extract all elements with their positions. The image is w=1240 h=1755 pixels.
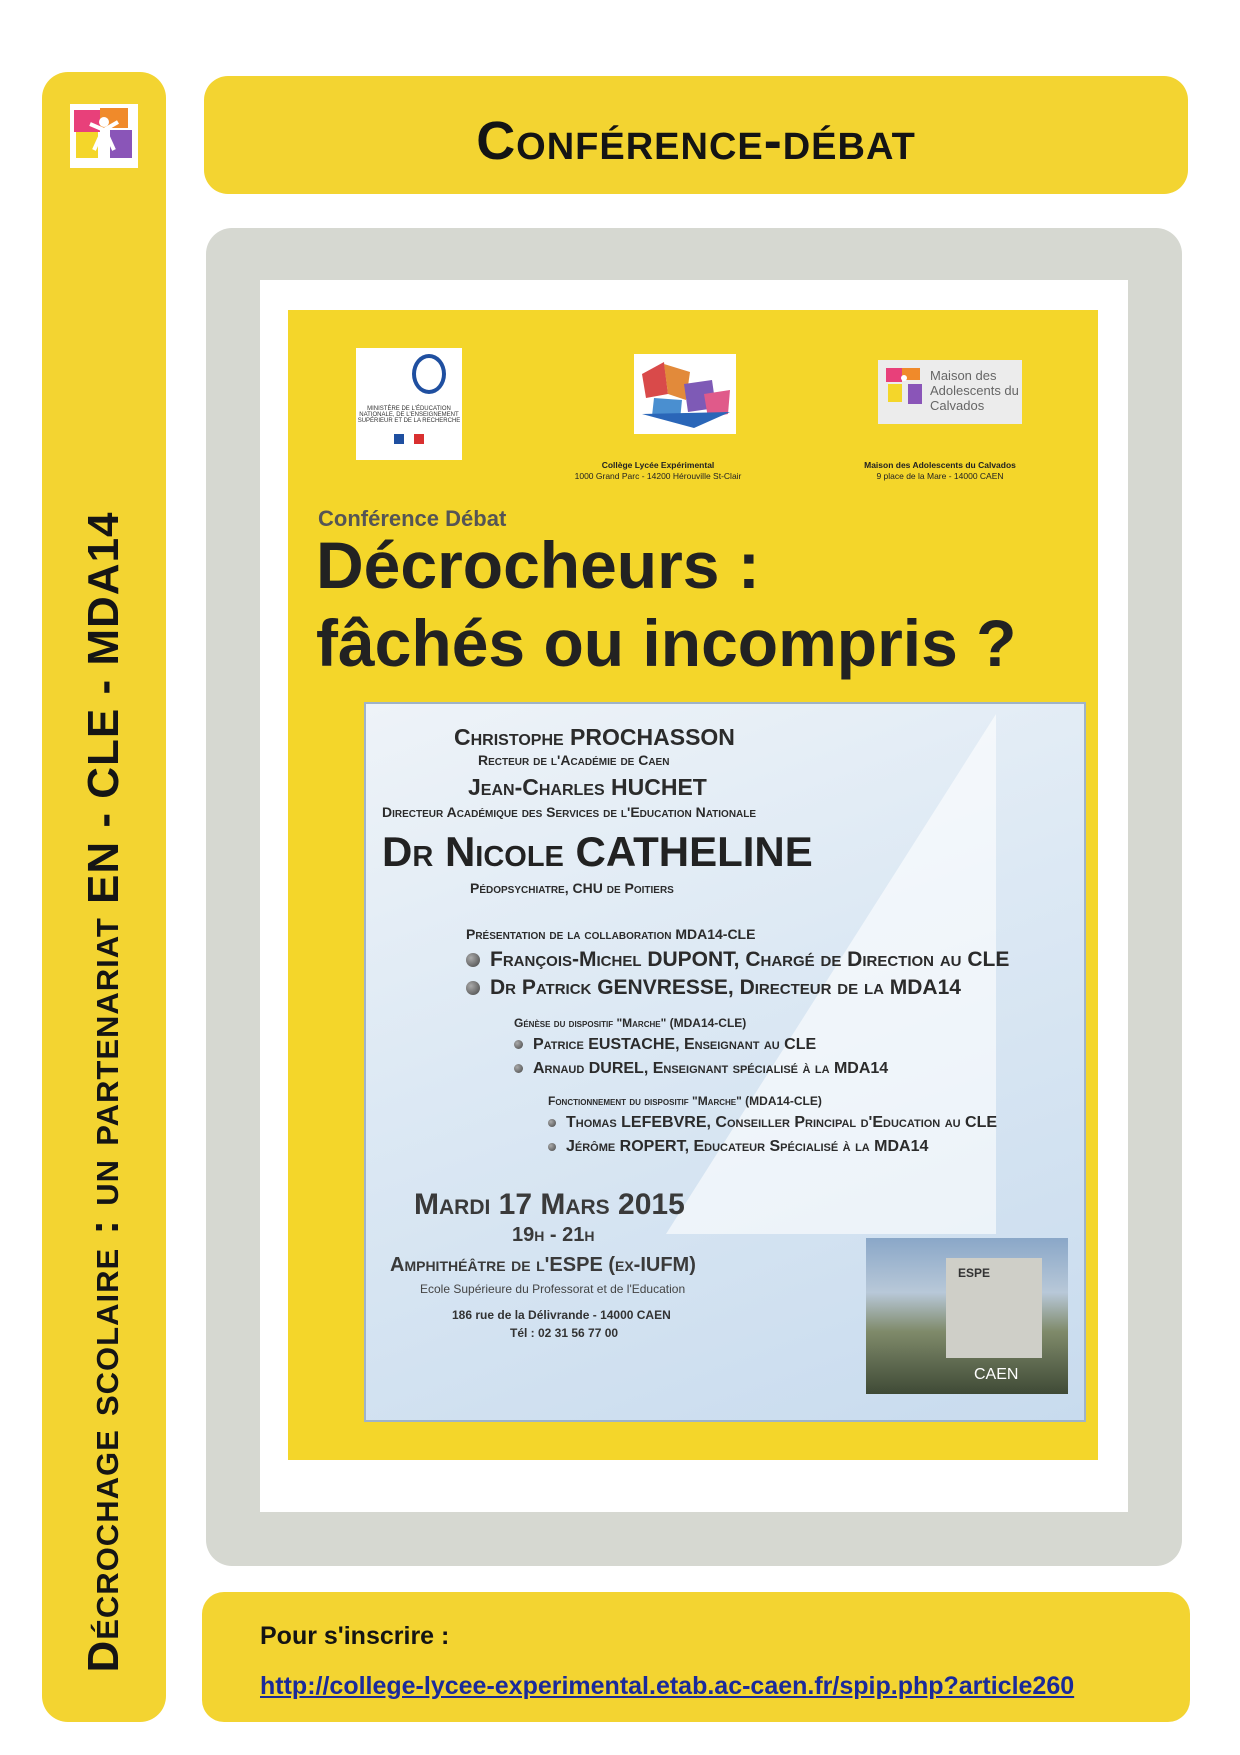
event-phone: Tél : 02 31 56 77 00 [510, 1326, 619, 1340]
list-item: Arnaud DUREL, Enseignant spécialisé à la MDA14 [514, 1060, 888, 1078]
academie-logo: MINISTÈRE DE L'ÉDUCATION NATIONALE, DE L'ENSEIGNEMENT SUPÉRIEUR ET DE LA RECHERCHE [356, 348, 462, 460]
event-address: 186 rue de la Délivrande - 14000 CAEN [452, 1308, 671, 1322]
event-venue: Amphithéâtre de l'ESPE (ex-IUFM) [390, 1254, 696, 1276]
cle-logo [70, 104, 138, 168]
footer-banner [202, 1592, 1190, 1722]
list-item: Jérôme ROPERT, Educateur Spécialisé à la MDA14 [548, 1138, 928, 1156]
speaker-2-name: Jean-Charles HUCHET [468, 774, 707, 800]
section-2-heading: Génèse du dispositif "Marche" (MDA14-CLE) [514, 1016, 747, 1030]
side-banner: Décrochage scolaire : un partenariat EN - CLE - MDA14 [42, 72, 166, 1722]
cle-address: Collège Lycée Expérimental 1000 Grand Parc - 14200 Hérouville St-Clair [574, 460, 742, 481]
event-venue-full: Ecole Supérieure du Professorat et de l'Education [420, 1282, 686, 1296]
title-banner [204, 76, 1188, 194]
speaker-2-role: Directeur Académique des Services de l'Education Nationale [382, 804, 757, 820]
speaker-3-role: Pédopsychiatre, CHU de Poitiers [470, 880, 674, 896]
page-title: Conférence-débat [476, 111, 916, 171]
speaker-1-name: Christophe PROCHASSON [454, 724, 735, 750]
poster [288, 310, 1098, 1460]
section-1-heading: Présentation de la collaboration MDA14-CLE [466, 926, 756, 942]
register-label: Pour s'inscrire : [260, 1622, 450, 1650]
conference-label: Conférence Débat [318, 506, 507, 531]
event-time: 19h - 21h [512, 1224, 595, 1246]
espe-building-photo: ESPE CAEN [866, 1238, 1068, 1394]
poster-title: Décrocheurs : fâchés ou incompris ? [316, 528, 1017, 680]
poster-frame [206, 228, 1182, 1566]
section-3-heading: Fonctionnement du dispositif "Marche" (MDA14-CLE) [548, 1094, 822, 1108]
speaker-1-role: Recteur de l'Académie de Caen [478, 752, 670, 768]
cle-poster-logo [634, 354, 736, 434]
program-panel [364, 702, 1086, 1422]
list-item: Patrice EUSTACHE, Enseignant au CLE [514, 1036, 816, 1054]
list-item: Thomas LEFEBVRE, Conseiller Principal d'Education au CLE [548, 1114, 997, 1132]
list-item: François-Michel DUPONT, Chargé de Direction au CLE [466, 948, 1009, 972]
mda-address: Maison des Adolescents du Calvados 9 place de la Mare - 14000 CAEN [864, 460, 1016, 481]
poster-sheet [260, 280, 1128, 1512]
event-date: Mardi 17 Mars 2015 [414, 1188, 685, 1221]
mda-logo: Maison des Adolescents du Calvados [878, 360, 1022, 424]
list-item: Dr Patrick GENVRESSE, Directeur de la MDA14 [466, 976, 961, 1000]
register-link[interactable]: http://college-lycee-experimental.etab.ac-caen.fr/spip.php?article260 [260, 1672, 1075, 1700]
speaker-3-name: Dr Nicole CATHELINE [382, 828, 813, 875]
